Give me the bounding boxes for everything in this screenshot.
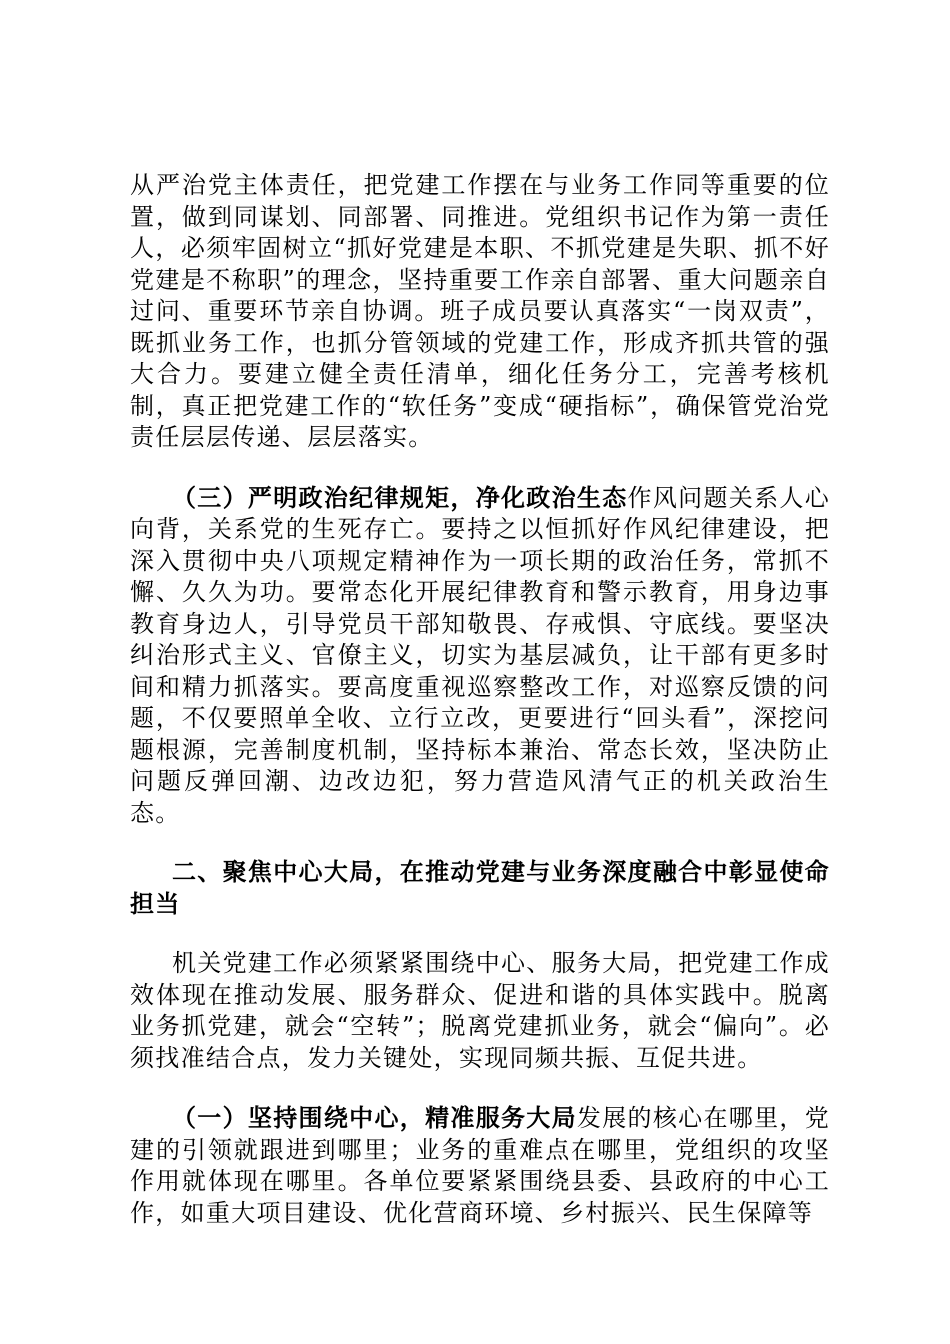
paragraph-discipline xyxy=(130,482,830,830)
paragraph-discipline-body: 作风问题关系人心向背，关系党的生死存亡。要持之以恒抓好作风纪律建设，把深入贯彻中央八项规定精神作为一项长期的政治任务，常抓不懈、久久为功。要常态化开展纪律教育和警示教育，用身边事教育身边人，引导党员干部知敬畏、存戒惧、守底线。要坚决纠治形式主义、官僚主义，切实为基层减负，让干部有更多时间和精力抓落实。要高度重视巡察整改工作，对巡察反馈的问题，不仅要照单全收、立行立改，更要进行“回头看”，深挖问题根源，完善制度机制，坚持标本兼治、常态长效，坚决防止问题反弹回潮、边改边犯，努力营造风清气正的机关政治生态。 xyxy=(130,483,830,827)
paragraph-section-2-intro: 机关党建工作必须紧紧围绕中心、服务大局，把党建工作成效体现在推动发展、服务群众、促进和谐的具体实践中。脱离业务抓党建，就会“空转”；脱离党建抓业务，就会“偏向”。必须找准结合点，发力关键处，实现同频共振、互促共进。 xyxy=(130,949,830,1072)
paragraph-serve-center xyxy=(130,1102,830,1229)
paragraph-discipline-lead: （三）严明政治纪律规矩，净化政治生态 xyxy=(172,482,628,512)
paragraph-serve-center-body: 发展的核心在哪里，党建的引领就跟进到哪里；业务的重难点在哪里，党组织的攻坚作用就体现在哪里。各单位要紧紧围绕县委、县政府的中心工作，如重大项目建设、优化营商环境、乡村振兴、民生保障等 xyxy=(130,1104,830,1227)
paragraph-serve-center-lead: （一）坚持围绕中心，精准服务大局 xyxy=(172,1103,577,1132)
document-page xyxy=(130,170,830,1229)
section-heading-2: 二、聚焦中心大局，在推动党建与业务深度融合中彰显使命担当 xyxy=(130,858,830,918)
paragraph-responsibility: 从严治党主体责任，把党建工作摆在与业务工作同等重要的位置，做到同谋划、同部署、同推进。党组织书记作为第一责任人，必须牢固树立“抓好党建是本职、不抓党建是失职、抓不好党建是不称职”的理念，坚持重要工作亲自部署、重大问题亲自过问、重要环节亲自协调。班子成员要认真落实“一岗双责”，既抓业务工作，也抓分管领域的党建工作，形成齐抓共管的强大合力。要建立健全责任清单，细化任务分工，完善考核机制，真正把党建工作的“软任务”变成“硬指标”，确保管党治党责任层层传递、层层落实。 xyxy=(130,171,830,451)
